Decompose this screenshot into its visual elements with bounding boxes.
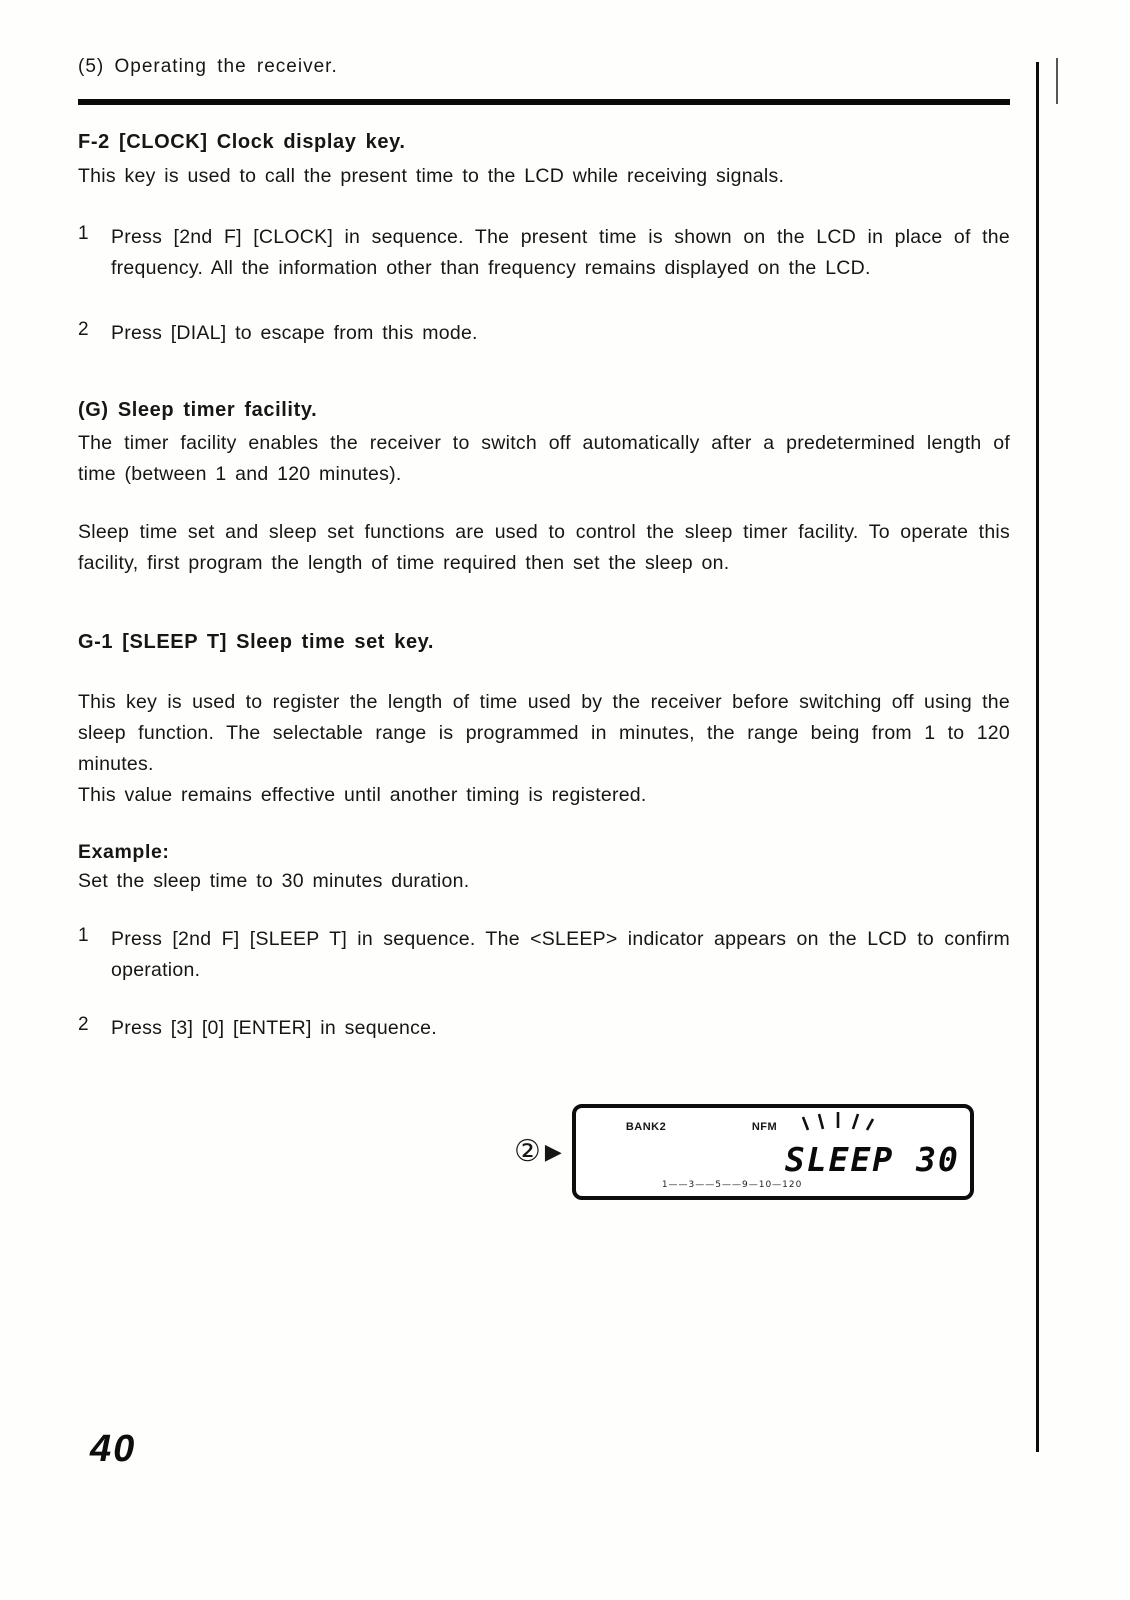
step-number: 1 [78,925,89,946]
flash-rays-icon [802,1110,874,1132]
page-content [78,56,1010,1200]
page-edge-line-top [1056,58,1058,104]
page-number: 40 [90,1428,137,1470]
g1-step-1 [78,924,1010,986]
section-g-paragraph-2: Sleep time set and sleep set functions are used to control the sleep timer facility. To operate this facility, first program the length of time required then set the sleep on. [78,521,1010,574]
section-g1-heading: G-1 [SLEEP T] Sleep time set key. [78,631,435,653]
lcd-scale: 1——3——5——9—10—120 [661,1180,803,1190]
pointer-arrow-icon: ▶ [544,1139,562,1164]
section-g-paragraph-1: The timer facility enables the receiver to switch off automatically after a predetermined length of time (between 1 and 120 minutes). [78,432,1010,485]
step-text: Press [2nd F] [CLOCK] in sequence. The present time is shown on the LCD in place of the frequency. All the information other than frequency remains displayed on the LCD. [111,226,1010,279]
step-number: 1 [78,223,89,244]
callout-step-2-badge: ② [514,1135,541,1168]
page-edge-line [1036,62,1039,1452]
lcd-display [572,1104,974,1200]
lcd-segment-text: SLEEP 30 [784,1140,960,1179]
lcd-illustration [514,1104,1010,1200]
section-f2-heading: F-2 [CLOCK] Clock display key. [78,131,406,153]
step-text: Press [DIAL] to escape from this mode. [111,322,478,344]
section-g1-paragraph-2: This value remains effective until another timing is registered. [78,784,647,806]
section-g1-paragraph-1: This key is used to register the length of time used by the receiver before switching off using the sleep function. The selectable range is programmed in minutes, the range being from 1 to 120 minutes. [78,691,1010,775]
header-rule [78,99,1010,105]
step-number: 2 [78,1014,89,1035]
running-header: (5) Operating the receiver. [78,56,338,77]
step-text: Press [3] [0] [ENTER] in sequence. [111,1017,437,1039]
step-text: Press [2nd F] [SLEEP T] in sequence. The <SLEEP> indicator appears on the LCD to confirm operation. [111,928,1010,981]
lcd-bank-label: BANK2 [625,1121,667,1133]
section-g-heading: (G) Sleep timer facility. [78,399,318,421]
g1-step-2 [78,1013,1010,1044]
f2-step-2 [78,318,1010,349]
example-text: Set the sleep time to 30 minutes duration. [78,870,470,892]
f2-step-1 [78,222,1010,284]
lcd-mode-label: NFM [751,1121,778,1133]
step-number: 2 [78,319,89,340]
section-f2-intro: This key is used to call the present time to the LCD while receiving signals. [78,165,785,187]
example-label: Example: [78,841,170,863]
